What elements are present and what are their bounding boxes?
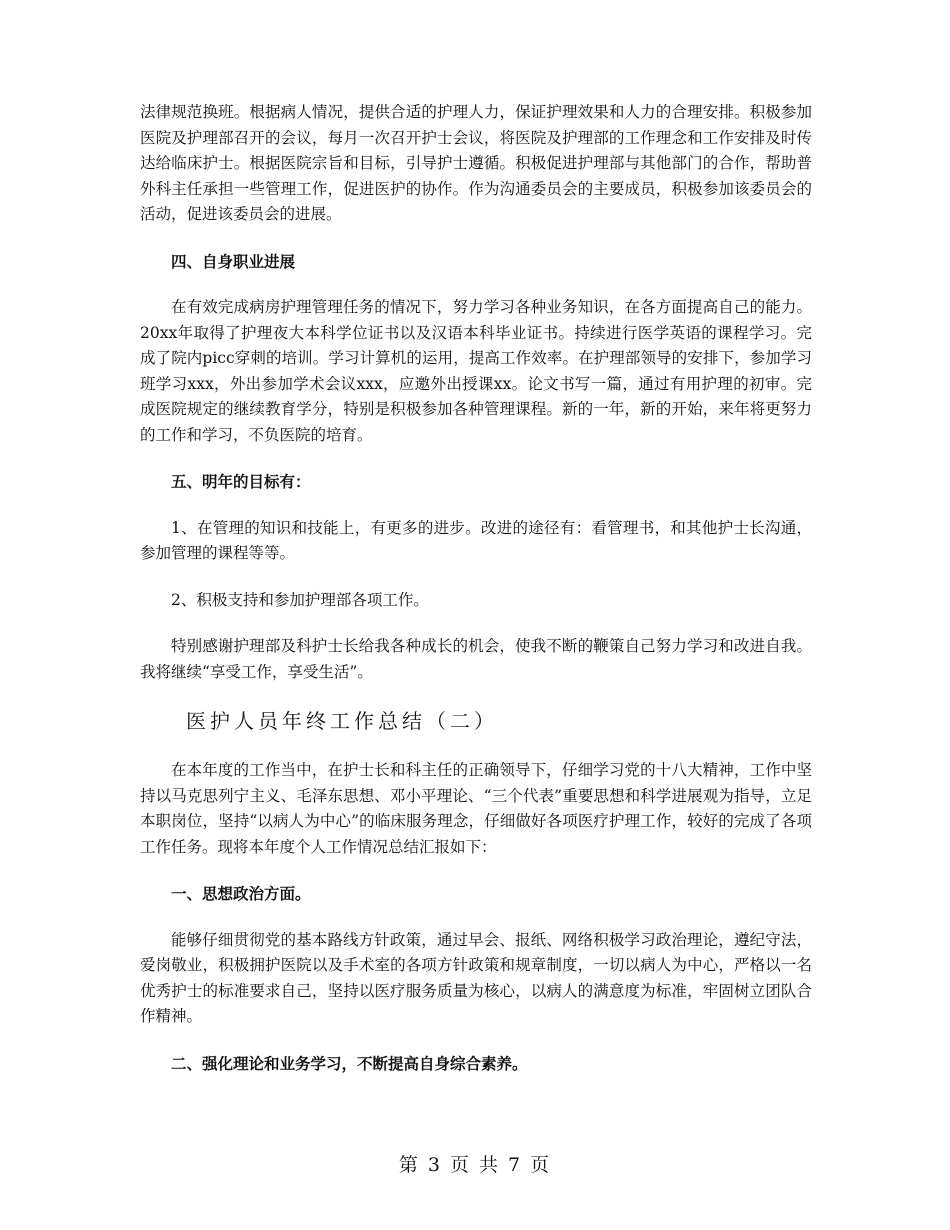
paragraph-continued: 法律规范换班。根据病人情况，提供合适的护理人力，保证护理效果和人力的合理安排。积极参加医院及护理部召开的会议，每月一次召开护士会议，将医院及护理部的工作理念和工作安排及时传达给临床护士。根据医院宗旨和目标，引导护士遵循。积极促进护理部与其他部门的合作，帮助普外科主任承担一些管理工作，促进医护的协作。作为沟通委员会的主要成员，积极参加该委员会的活动，促进该委员会的进展。 (140, 103, 812, 223)
document-title: 医护人员年终工作总结（二） (186, 709, 498, 733)
section-heading-political: 一、思想政治方面。 (171, 884, 311, 903)
paragraph-intro: 在本年度的工作当中，在护士长和科主任的正确领导下，仔细学习党的十八大精神，工作中坚持以马克思列宁主义、毛泽东思想、邓小平理论、“三个代表”重要思想和科学进展观为指导，立足本职岗位，坚持“以病人为中心”的临床服务理念，仔细做好各项医疗护理工作，较好的完成了各项工作任务。现将本年度个人工作情况总结汇报如下： (140, 761, 812, 856)
goal-item-2: 2、积极支持和参加护理部各项工作。 (171, 590, 429, 609)
section-heading-study: 二、强化理论和业务学习，不断提高自身综合素养。 (171, 1053, 528, 1073)
section-heading-career: 四、自身职业进展 (171, 251, 296, 271)
page-number-footer: 第 3 页 共 7 页 (398, 1154, 552, 1176)
document-body (140, 100, 812, 1097)
section-heading-goals: 五、明年的目标有： (171, 472, 311, 491)
goal-item-1: 1、在管理的知识和技能上，有更多的进步。改进的途径有：看管理书，和其他护士长沟通，参加管理的课程等等。 (140, 518, 812, 562)
paragraph-career: 在有效完成病房护理管理任务的情况下，努力学习各种业务知识，在各方面提高自己的能力。20xx年取得了护理夜大本科学位证书以及汉语本科毕业证书。持续进行医学英语的课程学习。完成了院内picc穿刺的培训。学习计算机的运用，提高工作效率。在护理部领导的安排下，参加学习班学习xxx，外出参加学术会议xxx，应邀外出授课xx。论文书写一篇，通过有用护理的初审。完成医院规定的继续教育学分，特别是积极参加各种管理课程。新的一年，新的开始，来年将更努力的工作和学习，不负医院的培育。 (140, 298, 812, 444)
paragraph-thanks: 特别感谢护理部及科护士长给我各种成长的机会，使我不断的鞭策自己努力学习和改进自我。我将继续“享受工作，享受生活”。 (140, 637, 812, 681)
paragraph-political: 能够仔细贯彻党的基本路线方针政策，通过早会、报纸、网络积极学习政治理论，遵纪守法，爱岗敬业，积极拥护医院以及手术室的各项方针政策和规章制度，一切以病人为中心，严格以一名优秀护士的标准要求自己，坚持以医疗服务质量为核心，以病人的满意度为标准，牢固树立团队合作精神。 (140, 930, 812, 1025)
